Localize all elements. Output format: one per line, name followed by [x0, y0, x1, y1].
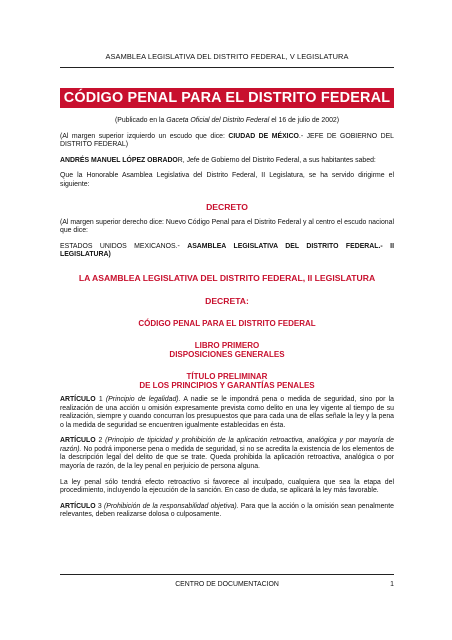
article-heading: (Principio de legalidad). — [105, 395, 181, 403]
publication-pre: (Publicado en la — [114, 117, 167, 124]
article-number: 2 — [95, 437, 106, 445]
estados-pre: ESTADOS UNIDOS MEXICANOS.- — [60, 242, 188, 250]
article-number: 1 — [95, 395, 106, 403]
page-footer — [60, 574, 394, 588]
footer-row — [60, 581, 394, 588]
article-3 — [60, 503, 394, 520]
article-text: Para que la acción o la omisión sean penalmente relevantes, deben realizarse dolosa o culposamente. — [60, 502, 394, 519]
article-2-paragraph-2: La ley penal sólo tendrá efecto retroactivo si favorece al inculpado, cualquiera que sea la etapa del procedimiento, incluyendo la ejecución de la sanción. En caso de duda, se aplicará la ley más favorable. — [60, 478, 394, 495]
margin-left-city: CIUDAD DE MÉXICO — [228, 132, 299, 140]
decreto-heading: DECRETO — [206, 201, 248, 212]
margin-left-pre: (Al margen superior izquierdo un escudo que dice: — [60, 132, 229, 140]
header-rule — [60, 67, 394, 68]
document-title: CÓDIGO PENAL PARA EL DISTRITO FEDERAL — [60, 88, 394, 108]
assembly-heading: LA ASAMBLEA LEGISLATIVA DEL DISTRITO FEDERAL, II LEGISLATURA — [78, 272, 376, 283]
title-heading — [60, 372, 394, 391]
estados-note — [60, 243, 394, 260]
article-label: ARTÍCULO — [60, 437, 96, 445]
publication-note — [60, 117, 394, 126]
article-heading: (Prohibición de la responsabilidad objetiva). — [103, 502, 239, 510]
estados-bold: ASAMBLEA LEGISLATIVA DEL DISTRITO FEDERAL.- II LEGISLATURA) — [60, 242, 394, 259]
article-1 — [60, 396, 394, 430]
code-heading: CÓDIGO PENAL PARA EL DISTRITO FEDERAL — [138, 318, 316, 328]
footer-center-text: CENTRO DE DOCUMENTACION — [175, 581, 279, 588]
book-heading-line-2: DISPOSICIONES GENERALES — [169, 350, 285, 360]
article-label: ARTÍCULO — [60, 502, 96, 510]
article-2 — [60, 437, 394, 471]
book-heading — [60, 341, 394, 360]
margin-left-note — [60, 133, 394, 150]
margin-right-note: (Al margen superior derecho dice: Nuevo Código Penal para el Distrito Federal y al centro el escudo nacional que dice: — [60, 218, 394, 235]
publication-gazette: Gaceta Oficial del Distrito Federal — [166, 117, 270, 124]
decreta-heading: DECRETA: — [205, 295, 249, 306]
publication-post: el 16 de julio de 2002) — [269, 117, 340, 124]
margin-left-post: .- JEFE DE GOBIERNO DEL DISTRITO FEDERAL) — [60, 132, 394, 149]
head-of-government — [60, 157, 394, 166]
article-text: A nadie se le impondrá pena o medida de seguridad, sino por la realización de una acción u omisión expresamente prevista como delito en una ley vigente al tiempo de su realización, siempre y cuando concurran los presupuestos que para cada una de ellas señale la ley y la pena o la medida de seguridad se encuentren igualmente establecidas en ésta. — [60, 395, 394, 429]
article-heading: (Principio de tipicidad y prohibición de la aplicación retroactiva, analógica y por mayoría de razón). — [60, 437, 394, 453]
running-header: ASAMBLEA LEGISLATIVA DEL DISTRITO FEDERAL, V LEGISLATURA — [105, 52, 349, 61]
head-of-government-text: R, Jefe de Gobierno del Distrito Federal, a sus habitantes sabed: — [177, 156, 376, 164]
article-number: 3 — [95, 502, 104, 510]
assembly-note: Que la Honorable Asamblea Legislativa del Distrito Federal, II Legislatura, se ha servido dirigirme el siguiente: — [60, 172, 394, 188]
book-heading-line-1: LIBRO PRIMERO — [194, 340, 260, 350]
title-heading-line-2: DE LOS PRINCIPIOS Y GARANTÍAS PENALES — [139, 381, 315, 391]
title-heading-line-1: TÍTULO PRELIMINAR — [186, 371, 268, 381]
article-label: ARTÍCULO — [60, 395, 96, 403]
footer-rule — [60, 574, 394, 575]
article-text: No podrá imponerse pena o medida de seguridad, si no se acredita la existencia de los elementos de la descripción legal del delito de que se trate. Queda prohibida la aplicación retroactiva, analógica o por mayoría de razón, de la ley penal en perjuicio de persona alguna. — [60, 445, 394, 471]
page-number: 1 — [390, 581, 394, 588]
head-of-government-name: ANDRÉS MANUEL LÓPEZ OBRADO — [60, 156, 178, 164]
